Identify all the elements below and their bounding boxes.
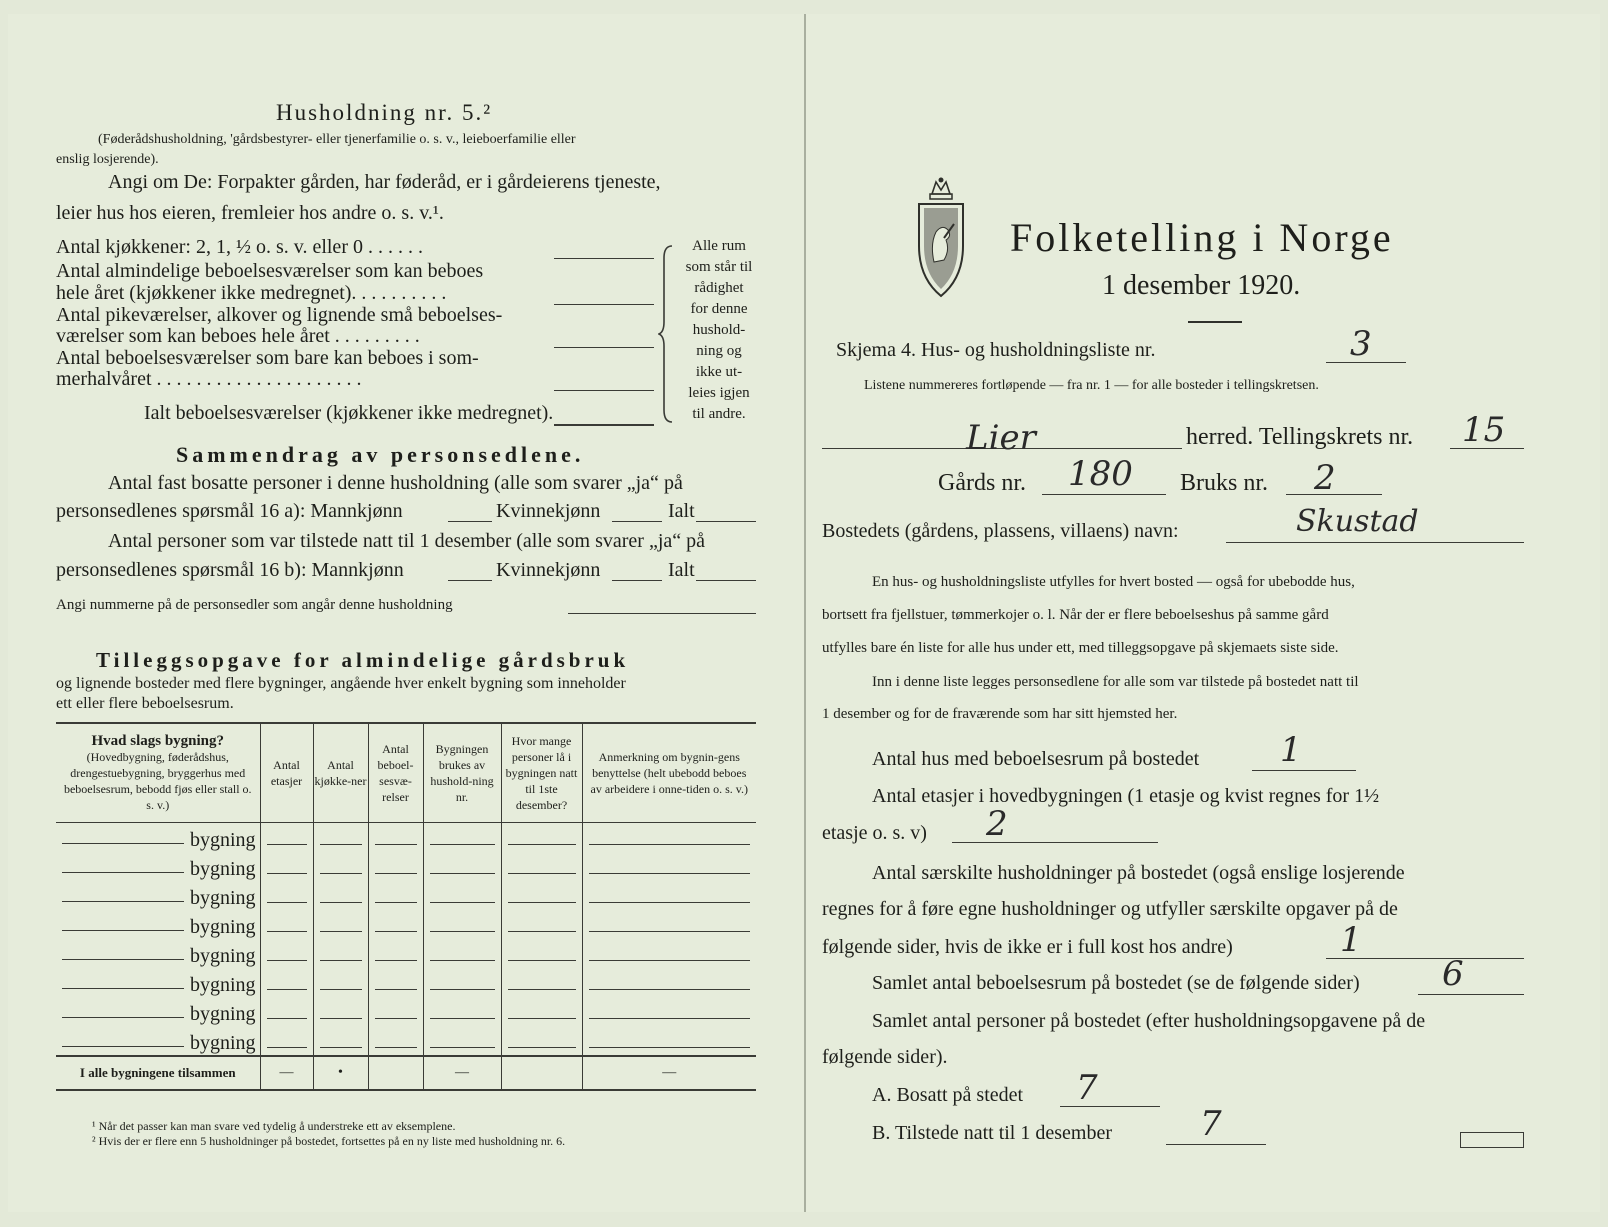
building-cell bbox=[423, 968, 501, 997]
rooms-handwritten: 6 bbox=[1442, 954, 1464, 994]
building-cell bbox=[313, 881, 368, 910]
households-line-3: følgende sider, hvis de ikke er i full kost hos andre) bbox=[822, 936, 1233, 958]
building-cell bbox=[582, 881, 756, 910]
brace-note-line: til andre. bbox=[692, 406, 746, 422]
supplement-line-2: ett eller flere beboelsesrum. bbox=[56, 695, 234, 712]
households-line-2: regnes for å føre egne husholdninger og utfyller særskilte opgaver på de bbox=[822, 898, 1398, 920]
building-row-label: bygning bbox=[56, 1026, 260, 1056]
brace-note-line: for denne bbox=[690, 301, 748, 317]
building-cell bbox=[423, 939, 501, 968]
households-handwritten: 1 bbox=[1340, 920, 1362, 960]
resident-a-label: A. Bosatt på stedet bbox=[872, 1084, 1024, 1106]
present-total-line bbox=[696, 580, 756, 581]
ask-line-2: leier hus hos eieren, fremleier hos andre o. s. v.¹. bbox=[56, 202, 444, 224]
building-cell bbox=[368, 910, 423, 939]
resident-female-line bbox=[612, 521, 662, 522]
building-cell bbox=[582, 822, 756, 852]
coat-of-arms-icon bbox=[914, 174, 968, 300]
resident-line-1: Antal fast bosatte personer i denne husholdning (alle som svarer „ja“ på bbox=[108, 472, 683, 494]
building-cell bbox=[423, 881, 501, 910]
present-line-2c: Ialt bbox=[668, 559, 695, 581]
bruks-handwritten: 2 bbox=[1314, 458, 1336, 498]
building-row-label: bygning bbox=[56, 852, 260, 881]
building-cell bbox=[313, 910, 368, 939]
form-title: Folketelling i Norge bbox=[1010, 215, 1394, 260]
right-page bbox=[806, 14, 1600, 1212]
present-line-2b: Kvinnekjønn bbox=[496, 559, 601, 581]
building-cell bbox=[501, 968, 582, 997]
maid-rooms-answer-line bbox=[554, 347, 654, 348]
building-row bbox=[56, 1026, 756, 1056]
kitchens-answer-line bbox=[554, 258, 654, 259]
building-cell bbox=[368, 939, 423, 968]
col-header-kitchens: Antal kjøkke-ner bbox=[313, 724, 368, 822]
resident-male-line bbox=[448, 521, 492, 522]
ordinary-rooms-2: hele året (kjøkkener ikke medregnet). . . . . . . . . . bbox=[56, 282, 447, 304]
building-cell bbox=[423, 852, 501, 881]
summary-title: Sammendrag av personsedlene. bbox=[176, 442, 585, 467]
present-female-line bbox=[612, 580, 662, 581]
building-cell bbox=[313, 997, 368, 1026]
building-row-label: bygning bbox=[56, 939, 260, 968]
instruction-line-2: bortsett fra fjellstuer, tømmerkojer o. l. Når der er flere beboelseshus på samme gård bbox=[822, 607, 1329, 623]
building-cell bbox=[368, 968, 423, 997]
present-b-handwritten: 7 bbox=[1200, 1104, 1222, 1144]
maid-rooms-1: Antal pikeværelser, alkover og lignende små beboelses- bbox=[56, 304, 503, 326]
building-row-label: bygning bbox=[56, 822, 260, 852]
total-mark bbox=[501, 1056, 582, 1090]
building-row bbox=[56, 939, 756, 968]
building-cell bbox=[423, 910, 501, 939]
building-cell bbox=[501, 910, 582, 939]
brace-note-line: leies igjen bbox=[688, 385, 750, 401]
printer-stamp bbox=[1460, 1132, 1524, 1148]
present-b-label: B. Tilstede natt til 1 desember bbox=[872, 1122, 1112, 1144]
building-cell bbox=[582, 968, 756, 997]
building-cell bbox=[368, 852, 423, 881]
building-cell bbox=[260, 997, 313, 1026]
rooms-line bbox=[1418, 994, 1524, 995]
building-cell bbox=[313, 1026, 368, 1056]
total-row-label: I alle bygningene tilsammen bbox=[79, 1064, 236, 1080]
brace-note-line: ning og bbox=[696, 343, 742, 359]
floors-line bbox=[952, 842, 1158, 843]
building-row bbox=[56, 968, 756, 997]
instruction-line-5: 1 desember og for de fraværende som har sitt hjemsted her. bbox=[822, 706, 1178, 722]
kitchens-question: Antal kjøkkener: 2, 1, ½ o. s. v. eller 0 . . . . . . bbox=[56, 236, 423, 258]
gards-label: Gårds nr. bbox=[938, 470, 1026, 496]
total-mark: — bbox=[260, 1056, 313, 1090]
building-cell bbox=[260, 881, 313, 910]
building-cell bbox=[582, 939, 756, 968]
col-header-remarks: Anmerkning om bygnin-gens benyttelse (helt ubebodd beboes av arbeidere i onne-tiden o. s. v.) bbox=[582, 724, 756, 822]
instruction-line-1: En hus- og husholdningsliste utfylles for hvert bosted — også for ubebodde hus, bbox=[872, 574, 1355, 590]
instruction-line-4: Inn i denne liste legges personsedlene for alle som var tilstede på bostedet natt til bbox=[872, 674, 1359, 690]
building-cell bbox=[368, 881, 423, 910]
building-row bbox=[56, 822, 756, 852]
building-cell bbox=[501, 822, 582, 852]
form-date: 1 desember 1920. bbox=[1102, 270, 1301, 301]
building-cell bbox=[313, 939, 368, 968]
ordinary-rooms-answer-line bbox=[554, 304, 654, 305]
building-row bbox=[56, 910, 756, 939]
krets-handwritten: 15 bbox=[1462, 410, 1506, 450]
bruks-label: Bruks nr. bbox=[1180, 470, 1269, 496]
gards-line bbox=[1042, 494, 1166, 495]
resident-a-handwritten: 7 bbox=[1076, 1068, 1098, 1108]
households-line-1: Antal særskilte husholdninger på bostedet (også enslige losjerende bbox=[872, 862, 1405, 884]
brace-note-line: ikke ut- bbox=[695, 364, 743, 380]
total-mark: — bbox=[423, 1056, 501, 1090]
building-cell bbox=[260, 1026, 313, 1056]
total-rooms-label: Ialt beboelsesværelser (kjøkkener ikke medregnet). bbox=[144, 402, 554, 424]
building-cell bbox=[582, 997, 756, 1026]
building-cell bbox=[260, 968, 313, 997]
footnote-2: ² Hvis der er flere enn 5 husholdninger på bostedet, fortsettes på en ny liste med husholdning nr. 6. bbox=[92, 1134, 566, 1148]
col-header-floors: Antal etasjer bbox=[260, 724, 313, 822]
resident-a-line bbox=[1060, 1106, 1160, 1107]
household-paren-1: (Føderådshusholdning, 'gårdsbestyrer- eller tjenerfamilie o. s. v., leieboerfamilie eller bbox=[98, 132, 576, 147]
col-header-rooms: Antal beboel-sesvæ-relser bbox=[368, 724, 423, 822]
houses-label: Antal hus med beboelsesrum på bostedet bbox=[872, 748, 1200, 770]
building-cell bbox=[501, 881, 582, 910]
building-cell bbox=[501, 852, 582, 881]
title-rule bbox=[1188, 321, 1242, 323]
present-b-line bbox=[1166, 1144, 1266, 1145]
left-page bbox=[8, 14, 806, 1212]
bosted-label: Bostedets (gårdens, plassens, villaens) navn: bbox=[822, 520, 1179, 542]
floors-label-1: Antal etasjer i hovedbygningen (1 etasje og kvist regnes for 1½ bbox=[872, 785, 1380, 807]
building-row bbox=[56, 881, 756, 910]
building-row bbox=[56, 997, 756, 1026]
building-cell bbox=[368, 822, 423, 852]
building-cell bbox=[501, 939, 582, 968]
brace-note-line: rådighet bbox=[694, 280, 744, 296]
supplement-title: Tilleggsopgave for almindelige gårdsbruk bbox=[96, 648, 630, 672]
herred-label: herred. Tellingskrets nr. bbox=[1186, 424, 1414, 450]
building-cell bbox=[582, 1026, 756, 1056]
summer-rooms-answer-line bbox=[554, 390, 654, 391]
present-line-2a: personsedlenes spørsmål 16 b): Mannkjønn bbox=[56, 559, 404, 581]
floors-handwritten: 2 bbox=[986, 804, 1008, 844]
total-mark: — bbox=[582, 1056, 756, 1090]
summer-rooms-2: merhalvåret . . . . . . . . . . . . . . . . . . . . . bbox=[56, 368, 362, 390]
schema-label: Skjema 4. Hus- og husholdningsliste nr. bbox=[836, 339, 1156, 361]
building-cell bbox=[260, 852, 313, 881]
building-row-label: bygning bbox=[56, 997, 260, 1026]
building-cell bbox=[260, 910, 313, 939]
building-cell bbox=[313, 852, 368, 881]
summer-rooms-1: Antal beboelsesværelser som bare kan beboes i som- bbox=[56, 347, 479, 369]
building-cell bbox=[423, 1026, 501, 1056]
present-line-1: Antal personer som var tilstede natt til 1 desember (alle som svarer „ja“ på bbox=[108, 530, 706, 552]
building-table bbox=[56, 724, 756, 1091]
col-header-used-by: Bygningen brukes av hushold-ning nr. bbox=[423, 724, 501, 822]
building-row-label: bygning bbox=[56, 968, 260, 997]
building-cell bbox=[501, 1026, 582, 1056]
building-row bbox=[56, 852, 756, 881]
numbers-line: Angi nummerne på de personsedler som angår denne husholdning bbox=[56, 597, 453, 613]
floors-label-2: etasje o. s. v) bbox=[822, 822, 927, 844]
resident-line-2a: personsedlenes spørsmål 16 a): Mannkjønn bbox=[56, 500, 403, 522]
total-mark bbox=[368, 1056, 423, 1090]
col-header-kind: Hvad slags bygning? (Hovedbygning, føderådshus, drengestuebygning, bryggerhus med beboelsesrum, bebodd fjøs eller stall o. s. v.) bbox=[56, 724, 260, 822]
building-row-label: bygning bbox=[56, 910, 260, 939]
building-cell bbox=[582, 910, 756, 939]
building-cell bbox=[260, 939, 313, 968]
present-male-line bbox=[448, 580, 492, 581]
bosted-handwritten: Skustad bbox=[1296, 504, 1419, 539]
footnote-1: ¹ Når det passer kan man svare ved tydelig å understreke ett av eksemplene. bbox=[92, 1119, 456, 1133]
ask-line-1: Angi om De: Forpakter gården, har føderåd, er i gårdeierens tjeneste, bbox=[108, 171, 661, 193]
houses-line bbox=[1252, 770, 1356, 771]
building-cell bbox=[368, 997, 423, 1026]
persons-line-2: følgende sider). bbox=[822, 1046, 948, 1068]
gards-handwritten: 180 bbox=[1068, 454, 1133, 494]
maid-rooms-2: værelser som kan beboes hele året . . . . . . . . . bbox=[56, 325, 420, 347]
building-cell bbox=[313, 822, 368, 852]
building-cell bbox=[582, 852, 756, 881]
building-row-label: bygning bbox=[56, 881, 260, 910]
building-cell bbox=[501, 997, 582, 1026]
building-cell bbox=[260, 822, 313, 852]
supplement-line-1: og lignende bosteder med flere bygninger, angående hver enkelt bygning som inneholder bbox=[56, 675, 626, 692]
brace-note-line: hushold- bbox=[692, 322, 746, 338]
houses-handwritten: 1 bbox=[1280, 730, 1302, 770]
brace-note-line: Alle rum bbox=[692, 238, 746, 254]
building-cell bbox=[423, 822, 501, 852]
resident-line-2b: Kvinnekjønn bbox=[496, 500, 601, 522]
numbers-answer-line bbox=[568, 613, 756, 614]
persons-line-1: Samlet antal personer på bostedet (efter husholdningsopgavene på de bbox=[872, 1010, 1426, 1032]
building-cell bbox=[368, 1026, 423, 1056]
building-cell bbox=[313, 968, 368, 997]
instruction-line-3: utfylles bare én liste for alle hus under ett, med tilleggsopgave på skjemaets siste side. bbox=[822, 640, 1339, 656]
brace-note-line: som står til bbox=[685, 259, 753, 275]
numbering-note: Listene nummereres fortløpende — fra nr. 1 — for alle bosteder i tellingskretsen. bbox=[864, 378, 1319, 393]
building-cell bbox=[423, 997, 501, 1026]
resident-line-2c: Ialt bbox=[668, 500, 695, 522]
herred-handwritten: Lier bbox=[966, 418, 1036, 458]
total-mark: • bbox=[313, 1056, 368, 1090]
household-title: Husholdning nr. 5.² bbox=[276, 100, 493, 125]
resident-total-line bbox=[696, 521, 756, 522]
total-rooms-answer-line bbox=[554, 424, 654, 426]
ordinary-rooms-1: Antal almindelige beboelsesværelser som kan beboes bbox=[56, 260, 484, 282]
bosted-line bbox=[1226, 542, 1524, 543]
rooms-label: Samlet antal beboelsesrum på bostedet (se de følgende sider) bbox=[872, 972, 1360, 994]
col-header-persons: Hvor mange personer lå i bygningen natt til 1ste desember? bbox=[501, 724, 582, 822]
schema-no-handwritten: 3 bbox=[1350, 324, 1372, 364]
brace-note bbox=[674, 236, 764, 425]
household-paren-2: enslig losjerende). bbox=[56, 152, 159, 167]
